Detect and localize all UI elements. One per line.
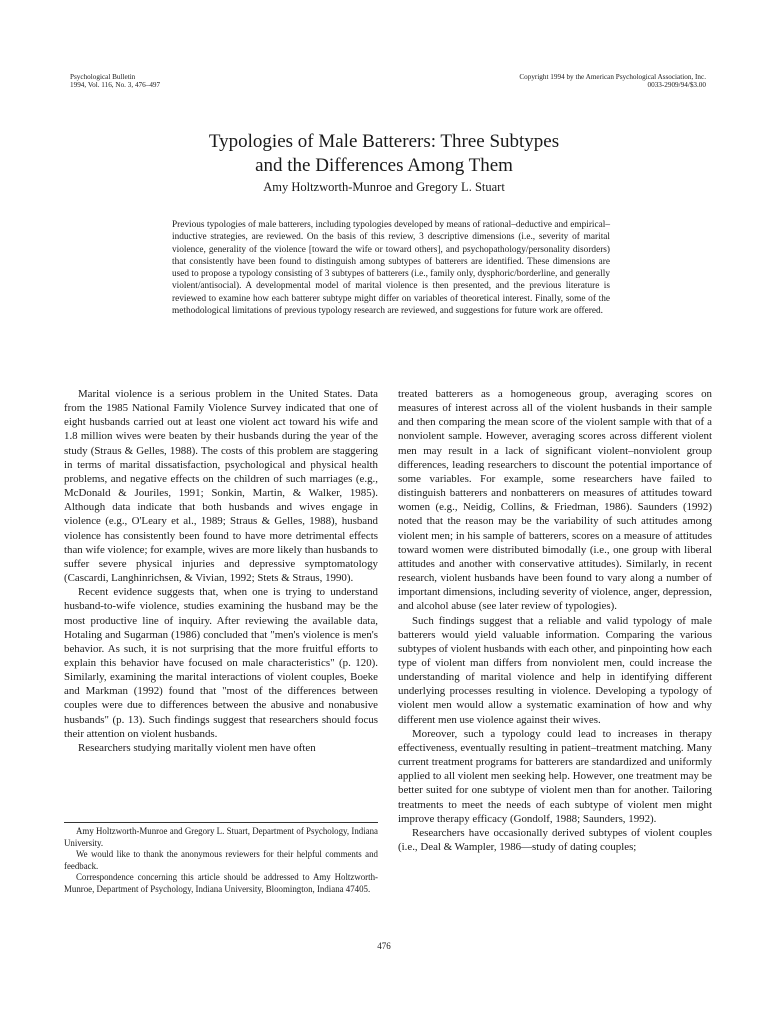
body-paragraph: Recent evidence suggests that, when one is trying to understand husband-to-wife violence, studies examining the husband may be the most productive line of inquiry. After reviewing the available data, Hotaling and Sugarman (1986) concluded that "men's violence is men's behavior. As such, it is not surprising that the more fruitful efforts to explain this behavior have focused on male characteristics" (p. 120). Similarly, examining the marital interactions of violent couples, Boeke and Markman (1992) found that "most of the differences between couples were due to differences between the abusive and nonabusive husbands" (p. 13). Such findings suggest that researchers should focus their attention on violent husbands. xyxy=(64,586,378,740)
body-paragraph: Moreover, such a typology could lead to increases in therapy effectiveness, eventually resulting in patient–treatment matching. Many current treatment programs for batterers are standardized and uniformly applied to all violent men seeking help. However, one treatment may be better suited for one subtype of violent men than for another. Tailoring treatments to meet the needs of each subtype of violent men might improve therapy efficacy (Gondolf, 1988; Saunders, 1992). xyxy=(398,727,712,825)
footnote-affiliation: Amy Holtzworth-Munroe and Gregory L. Stuart, Department of Psychology, Indiana University. xyxy=(64,826,378,848)
journal-volume: 1994, Vol. 116, No. 3, 476–497 xyxy=(70,81,161,90)
body-column-left xyxy=(64,387,378,755)
journal-citation xyxy=(70,73,270,90)
body-paragraph: Researchers have occasionally derived subtypes of violent couples (i.e., Deal & Wampler, 1986—study of dating couples; xyxy=(398,826,712,853)
body-paragraph: Such findings suggest that a reliable and valid typology of male batterers would yield valuable information. Comparing the various subtypes of violent husbands with each other, and pinpointing how each type of violent man differs from nonviolent men, could increase the understanding of marital violence and help in identifying different underlying processes resulting in violence. Developing a typology of violent men would allow a systematic examination of how and why different men use violence against their wives. xyxy=(398,614,712,726)
abstract: Previous typologies of male batterers, including typologies developed by means of rational–deductive and empirical–inductive strategies, are reviewed. On the basis of this review, 3 descriptive dimensions (i.e., severity of marital violence, generality of the violence [toward the wife or toward others], and psychopathology/personality disorders) that consistently have been found to distinguish among subtypes of batterers are identified. These dimensions are used to propose a typology consisting of 3 subtypes of batterers (i.e., family only, dysphoric/borderline, and generally violent/antisocial). A developmental model of marital violence is then presented, and the previous literature is reviewed to examine how each batterer subtype might differ on variables of theoretical interest. Finally, some of the methodological limitations of previous typology research are reviewed, and suggestions for future work are offered. xyxy=(172,220,610,317)
footnote-divider xyxy=(64,822,378,823)
journal-name: Psychological Bulletin xyxy=(70,73,136,81)
body-paragraph: Marital violence is a serious problem in the United States. Data from the 1985 National Family Violence Survey indicated that one of eight husbands carried out at least one violent act toward his wife and 1.8 million wives were beaten by their husbands during the year of the study (Straus & Gelles, 1988). The costs of this problem are staggering in terms of marital dissatisfaction, psychological and physical health problems, and negative effects on the children of such marriages (e.g., McDonald & Jouriles, 1991; Sonkin, Martin, & Walker, 1985). Although data indicate that both husbands and wives engage in violence (e.g., O'Leary et al., 1989; Straus & Gelles, 1988), husband violence has consistently been found to have more detrimental effects than wife violence; for example, wives are more likely than husbands to suffer severe physical injuries and depressive symptomatology (Cascardi, Langhinrichsen, & Vivian, 1992; Stets & Straus, 1990). xyxy=(64,388,378,585)
copyright-notice xyxy=(446,73,706,90)
body-paragraph: Researchers studying maritally violent men have often xyxy=(78,741,316,754)
issn-line: 0033-2909/94/$3.00 xyxy=(647,81,706,90)
author-byline: Amy Holtzworth-Munroe and Gregory L. Stuart xyxy=(263,180,505,194)
footnote-correspondence: Correspondence concerning this article should be addressed to Amy Holtzworth-Munroe, Department of Psychology, Indiana University, Bloomington, Indiana 47405. xyxy=(64,872,378,894)
footnote-acknowledgment: We would like to thank the anonymous reviewers for their helpful comments and feedback. xyxy=(64,849,378,871)
article-title xyxy=(120,130,648,178)
body-paragraph: treated batterers as a homogeneous group, averaging scores on measures of interest across all of the violent husbands in their sample and then comparing the mean score of the violent sample with that of a nonviolent sample. However, averaging scores across different violent men may result in a lack of significant violent–nonviolent group differences, leading researchers to discount the potential importance of some variables. For example, some researchers have failed to distinguish batterers and nonbatterers on measures of attitudes toward women (e.g., Neidig, Collins, & Friedman, 1986). Saunders (1992) noted that the reason may be the variability of such attitudes among violent men; in his sample of batterers, scores on a measure of attitudes toward women were distributed bimodally (i.e., one group with liberal attitudes and another with conservative attitudes). Similarly, in recent research, violent husbands have been found to vary along a number of important dimensions, including severity of violence, anger, depression, and alcohol abuse (see later review of typologies). xyxy=(398,388,712,613)
body-column-right xyxy=(398,387,712,854)
copyright-line: Copyright 1994 by the American Psychological Association, Inc. xyxy=(519,73,706,81)
author-footnotes xyxy=(64,826,378,896)
title-line-2: and the Differences Among Them xyxy=(255,154,513,176)
title-line-1: Typologies of Male Batterers: Three Subtypes xyxy=(208,130,560,152)
page-number: 476 xyxy=(377,941,391,951)
